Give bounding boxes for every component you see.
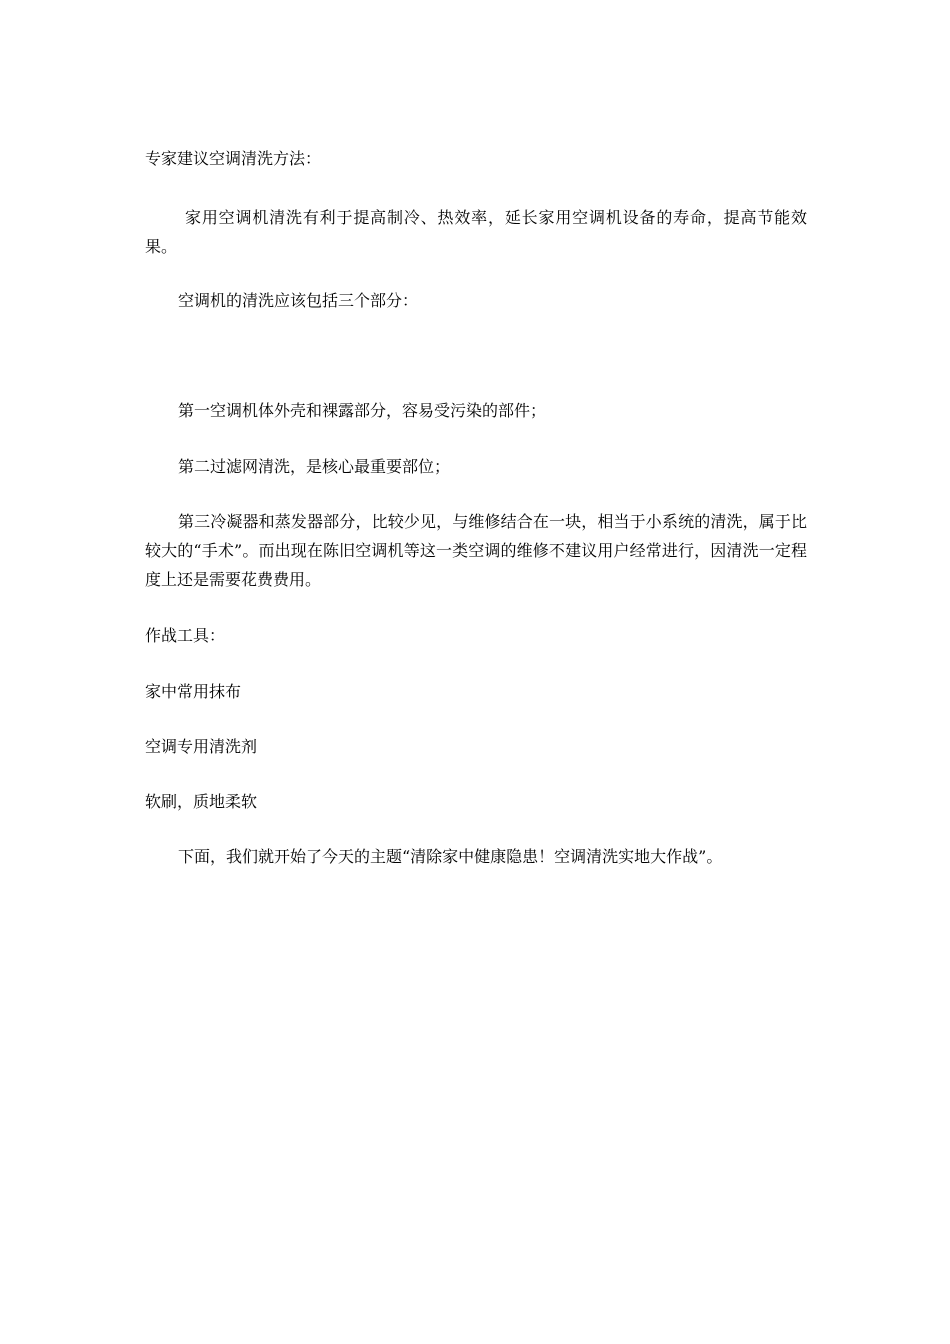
part-two: 第二过滤网清洗，是核心最重要部位； [178,457,451,476]
tool-item-cloth: 家中常用抹布 [145,682,242,701]
part-three: 第三冷凝器和蒸发器部分，比较少见，与维修结合在一块，相当于小系统的清洗，属于比较大的“手术”。而出现在陈旧空调机等这一类空调的维修不建议用户经常进行，因清洗一定程度上还是需要花费费用。 [145,512,807,589]
parts-intro: 空调机的清洗应该包括三个部分： [178,291,419,310]
tool-item-brush: 软刷，质地柔软 [145,792,258,811]
intro-paragraph: 家用空调机清洗有利于提高制冷、热效率，延长家用空调机设备的寿命，提高节能效果。 [145,208,807,256]
document-heading: 专家建议空调清洗方法： [145,149,322,168]
tools-heading: 作战工具： [145,626,226,645]
part-one: 第一空调机体外壳和裸露部分，容易受污染的部件； [178,401,547,420]
closing-paragraph: 下面，我们就开始了今天的主题“清除家中健康隐患！空调清洗实地大作战”。 [178,847,723,866]
tool-item-cleaner: 空调专用清洗剂 [145,737,258,756]
